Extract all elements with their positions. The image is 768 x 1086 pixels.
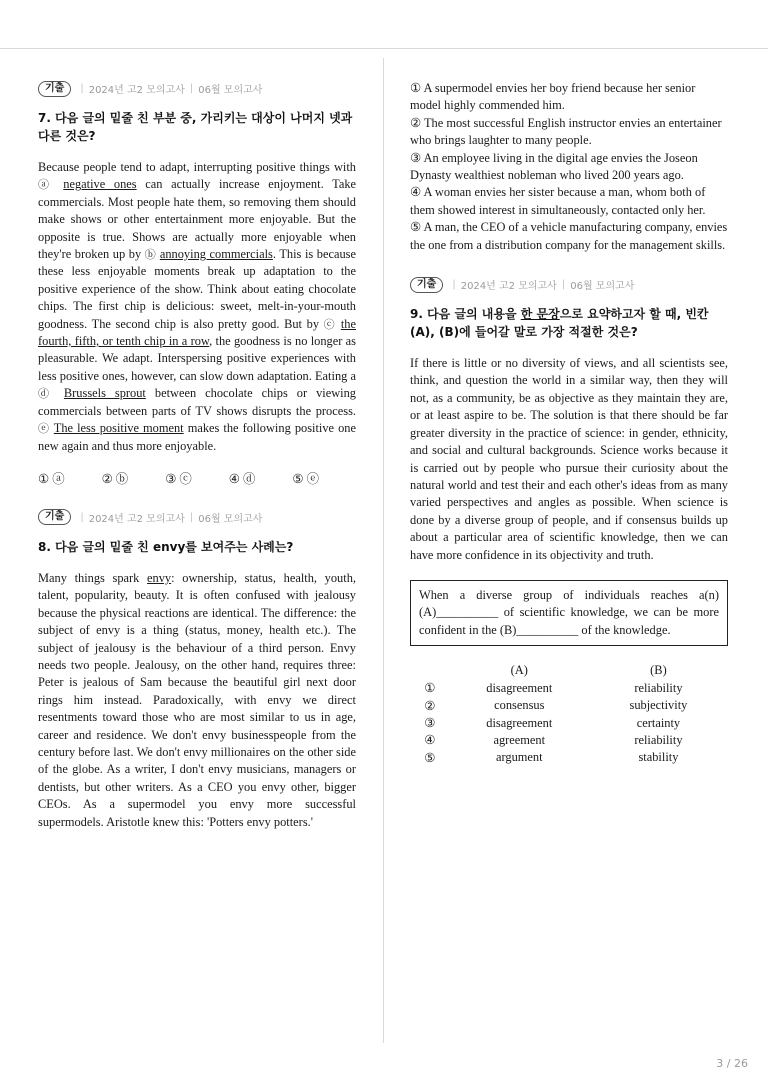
answer-row[interactable] (410, 680, 728, 697)
answer-b: reliability (634, 680, 683, 695)
underlined-phrase: the fourth, fifth, or tenth chip in a row (38, 316, 356, 349)
underlined-phrase: negative ones (63, 177, 137, 192)
answer-option[interactable]: ④ A woman envies her sister because a man, whom both of them showed interest in simultaneously, contacted only her. (410, 185, 706, 217)
title-prefix: 9. 다음 글의 내용을 (410, 307, 521, 322)
question-meta (38, 509, 356, 526)
answer-option[interactable]: ③ An employee living in the digital age envies the Joseon Dynasty wealthiest nobleman who lived 200 years ago. (410, 150, 698, 183)
header-rule (0, 48, 768, 49)
source-month: 06월 모의고사 (570, 281, 635, 293)
meta-separator: | (80, 83, 84, 94)
meta-separator: | (189, 511, 194, 523)
underlined-phrase: Brussels sprout (63, 386, 146, 401)
left-column (38, 80, 356, 831)
answer-table (410, 662, 728, 766)
answer-option[interactable]: ② The most successful English instructor envies an entertainer who brings laughter to many people. (410, 115, 722, 148)
meta-separator: | (561, 279, 566, 291)
answer-row[interactable] (410, 697, 728, 714)
marker-label: ⓓ (38, 387, 55, 401)
passage-text: : ownership, status, health, youth, talent, popularity, beauty. It is often confused with jealousy because the physical reactions are identical. The difference: the subject of envy is a thing (status, money, health etc.). The subject of jealousy is the behaviour of a third person. Envy needs two people. Jealousy, on the other hand, requires three: Peter is jealous of Sam because the beautiful girl next door rings him instead. Paradoxically, with envy we direct resentments toward those who are most similar to us in age, career and residence. We don't envy businesspeople from the century before last. We don't envy millionaires on the other side of the globe. As a writer, I don't envy musicians, managers or dentists, but other writers. As a CEO you envy other, bigger CEOs. As a supermodel you envy more successful supermodels. Aristotle knew this: 'Potters envy potters.' (38, 570, 356, 829)
passage-text: between chocolate chips or viewing commercials between parts of TV shows disrupts the process. (38, 386, 356, 418)
answer-option[interactable]: ① A supermodel envies her boy friend because her senior model highly commended him. (410, 81, 696, 113)
answer-number: ② (424, 698, 436, 713)
past-exam-tag: 기출 (38, 81, 71, 97)
column-b-header: (B) (650, 663, 667, 678)
answer-b: subjectivity (629, 698, 688, 713)
answer-number: ③ (424, 716, 436, 731)
answer-choice[interactable]: ② ⓑ (101, 471, 129, 486)
answer-number: ④ (424, 733, 436, 748)
question-meta (38, 80, 356, 97)
meta-separator: | (189, 83, 194, 94)
page-number: 3 / 26 (716, 1057, 748, 1070)
answer-number: ⑤ (424, 750, 436, 765)
answer-a: disagreement (486, 680, 553, 695)
answer-b: stability (638, 750, 679, 765)
question-7 (38, 80, 356, 487)
past-exam-tag: 기출 (410, 277, 443, 293)
source-year: 2024년 고2 모의고사 (88, 513, 185, 525)
answer-choice[interactable]: ④ ⓓ (228, 471, 256, 486)
answer-a: disagreement (486, 715, 553, 730)
title-suffix: 으로 요약하고자 할 때, 빈칸 (A), (B)에 들어갈 말로 가장 적절한 것은? (410, 307, 709, 340)
marker-label: ⓔ (38, 422, 50, 436)
question-title: 7. 다음 글의 밑줄 친 부분 중, 가리키는 대상이 나머지 넷과 다른 것은? (38, 111, 353, 143)
answer-number: ① (424, 681, 436, 696)
source-month: 06월 모의고사 (198, 513, 263, 525)
question-9 (410, 276, 728, 766)
passage-text (55, 386, 64, 400)
column-divider (383, 58, 384, 1043)
question-8-options (410, 80, 728, 254)
underlined-phrase: envy (147, 570, 172, 585)
source-year: 2024년 고2 모의고사 (460, 281, 557, 293)
passage-text: Many things spark (38, 570, 148, 585)
question-8 (38, 509, 356, 831)
meta-separator: | (452, 279, 456, 291)
marker-label: ⓒ (323, 317, 337, 331)
underlined-phrase: annoying commercials (159, 247, 273, 262)
answer-b: certainty (636, 715, 681, 730)
answer-choice[interactable]: ⑤ ⓔ (292, 471, 319, 486)
marker-label: ⓐ (38, 178, 55, 192)
question-title (410, 305, 728, 341)
answer-row[interactable] (410, 732, 728, 749)
source-month: 06월 모의고사 (198, 85, 263, 96)
passage-text: . This is because these less enjoyable moments break up adaptation to the positive experience of the show. Think about eating chocolate chips. The first chip is delicious: sweet, melt-in-your-mouth goodness. The second chip is also pretty good. But by (38, 247, 357, 331)
title-underlined: 한 문장 (520, 307, 560, 322)
summary-box: When a diverse group of individuals reaches a(n) (A)__________ of scientific knowledge, we can be more confident in the (B)__________ of the knowledge. (410, 580, 728, 646)
source-year: 2024년 고2 모의고사 (88, 85, 185, 96)
answer-row[interactable] (410, 714, 728, 731)
answer-a: agreement (493, 732, 546, 747)
reading-passage: If there is little or no diversity of views, and all scientists see, think, and question the world in a similar way, then they will not, as a community, be as objective as they maintain they are, or at least aspire to be. The solution is that there should be far greater diversity in the practice of science: in gender, ethnicity, and social and cultural backgrounds. Science works because it is carried out by people who pursue their curiosity about the natural world and test their and each other's ideas from as many varied perspectives and angles as possible. When science is done by a diverse group of people, and if consensus builds up about a particular area of scientific knowledge, then we can have more confidence in its objectivity and truth. (410, 356, 728, 562)
right-column (410, 80, 728, 767)
answer-choices (38, 469, 356, 487)
answer-choice[interactable]: ③ ⓒ (165, 471, 192, 486)
answer-option[interactable]: ⑤ A man, the CEO of a vehicle manufacturing company, envies the one from a distribution company for the management skills. (410, 220, 728, 252)
question-meta (410, 276, 728, 293)
underlined-phrase: The less positive moment (53, 421, 184, 436)
answer-choice[interactable]: ① ⓐ (38, 471, 65, 486)
answer-b: reliability (634, 732, 683, 747)
answer-a: argument (495, 750, 543, 765)
meta-separator: | (80, 511, 84, 523)
column-a-header: (A) (510, 663, 528, 678)
passage-text (55, 177, 64, 191)
passage-text: Because people tend to adapt, interrupting positive things with (38, 160, 356, 174)
question-title: 8. 다음 글의 밑줄 친 envy를 보여주는 사례는? (38, 539, 294, 554)
reading-passage (38, 159, 356, 455)
passage-text: can actually increase enjoyment. Take commercials. Most people hate them, so removing them should make shows or other entertainment more enjoyable. But the opposite is true. Shows are actually more enjoyable when they're broken up by (38, 177, 357, 262)
passage-text: , the goodness is no longer as pleasurable. We adapt. Interspersing positive experiences with less positive ones, however, can slow down adaptation. Eating a (38, 334, 356, 383)
answer-row[interactable] (410, 749, 728, 766)
answer-a: consensus (494, 698, 545, 713)
answer-table-header (410, 662, 728, 679)
reading-passage (38, 570, 356, 831)
past-exam-tag: 기출 (38, 509, 71, 525)
marker-label: ⓑ (144, 248, 157, 262)
passage-text: makes the following positive one new again and thus more enjoyable. (38, 421, 356, 453)
